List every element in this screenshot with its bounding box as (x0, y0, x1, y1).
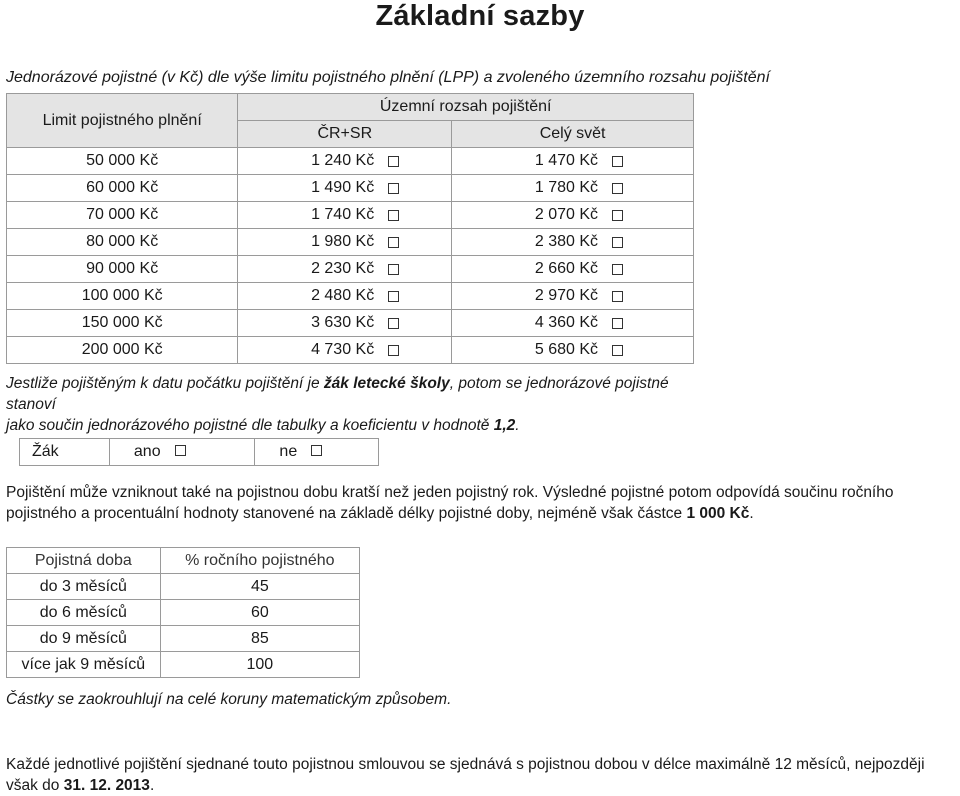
cr-sr-cell (238, 202, 452, 229)
cr-sr-cell (238, 175, 452, 202)
world-cell (452, 175, 694, 202)
world-checkbox[interactable] (612, 264, 623, 275)
rate-row (7, 283, 694, 310)
cr-sr-value: 4 730 Kč (311, 341, 375, 358)
world-value: 2 660 Kč (534, 260, 598, 277)
rate-row (7, 202, 694, 229)
world-value: 1 780 Kč (534, 179, 598, 196)
percent-cell: 100 (160, 652, 359, 678)
cr-sr-checkbox[interactable] (388, 156, 399, 167)
rate-row (7, 148, 694, 175)
world-cell (452, 310, 694, 337)
student-label: Žák (20, 439, 110, 466)
period-cell: více jak 9 měsíců (7, 652, 161, 678)
student-note-bold: žák letecké školy (323, 375, 450, 392)
student-table (19, 438, 379, 466)
rate-row (7, 175, 694, 202)
header-cr-sr: ČR+SR (238, 121, 452, 148)
cr-sr-value: 1 240 Kč (311, 152, 375, 169)
final-note-text: Každé jednotlivé pojištění sjednané touto pojistnou smlouvou se sjednává s pojistnou dobou v délce maximálně 12 měsíců, nejpozději však do (6, 756, 925, 794)
student-note-text-2: , potom se jednorázové pojistné stanoví (6, 375, 669, 413)
student-note (6, 373, 706, 436)
world-value: 2 970 Kč (534, 287, 598, 304)
duration-row (7, 600, 360, 626)
cr-sr-cell (238, 337, 452, 364)
student-note-line2: jako součin jednorázového pojistné dle tabulky a koeficientu v hodnotě (6, 417, 494, 434)
cr-sr-cell (238, 310, 452, 337)
header-limit: Limit pojistného plnění (7, 94, 238, 148)
world-cell (452, 148, 694, 175)
world-cell (452, 337, 694, 364)
student-no-cell (255, 439, 379, 466)
final-date: 31. 12. 2013 (63, 777, 150, 794)
minimum-amount: 1 000 Kč (686, 505, 750, 522)
percent-cell: 45 (160, 574, 359, 600)
cr-sr-checkbox[interactable] (388, 345, 399, 356)
cr-sr-checkbox[interactable] (388, 291, 399, 302)
cr-sr-value: 2 230 Kč (311, 260, 375, 277)
rate-row (7, 256, 694, 283)
student-note-text: Jestliže pojištěným k datu počátku pojištění je (6, 375, 324, 392)
final-note-end: . (149, 777, 155, 794)
student-no-checkbox[interactable] (311, 445, 322, 456)
world-value: 2 380 Kč (534, 233, 598, 250)
limit-cell: 80 000 Kč (7, 229, 238, 256)
student-row (20, 439, 379, 466)
cr-sr-value: 2 480 Kč (311, 287, 375, 304)
page-title: Základní sazby (375, 0, 585, 32)
cr-sr-cell (238, 256, 452, 283)
duration-table (6, 547, 360, 678)
final-note (6, 754, 956, 796)
world-cell (452, 202, 694, 229)
short-period-note (6, 482, 956, 524)
limit-cell: 70 000 Kč (7, 202, 238, 229)
rates-header-row-1 (7, 94, 694, 121)
limit-cell: 90 000 Kč (7, 256, 238, 283)
student-yes-checkbox[interactable] (175, 445, 186, 456)
rates-table (6, 93, 694, 364)
cr-sr-cell (238, 148, 452, 175)
cr-sr-value: 1 490 Kč (311, 179, 375, 196)
student-yes-label: ano (133, 443, 161, 460)
duration-row (7, 652, 360, 678)
world-checkbox[interactable] (612, 237, 623, 248)
duration-row (7, 574, 360, 600)
limit-cell: 100 000 Kč (7, 283, 238, 310)
world-checkbox[interactable] (612, 156, 623, 167)
coefficient-value: 1,2 (493, 417, 516, 434)
period-cell: do 3 měsíců (7, 574, 161, 600)
period-cell: do 9 měsíců (7, 626, 161, 652)
rounding-note: Částky se zaokrouhlují na celé koruny matematickým způsobem. (6, 691, 452, 708)
duration-header-row (7, 548, 360, 574)
world-value: 4 360 Kč (534, 314, 598, 331)
cr-sr-checkbox[interactable] (388, 183, 399, 194)
student-yes-cell (109, 439, 255, 466)
rate-row (7, 337, 694, 364)
world-cell (452, 283, 694, 310)
student-note-end: . (515, 417, 520, 434)
world-checkbox[interactable] (612, 318, 623, 329)
rate-row (7, 229, 694, 256)
cr-sr-value: 1 740 Kč (311, 206, 375, 223)
duration-row (7, 626, 360, 652)
cr-sr-cell (238, 229, 452, 256)
cr-sr-value: 1 980 Kč (311, 233, 375, 250)
world-value: 2 070 Kč (534, 206, 598, 223)
limit-cell: 60 000 Kč (7, 175, 238, 202)
header-world: Celý svět (452, 121, 694, 148)
limit-cell: 150 000 Kč (7, 310, 238, 337)
world-value: 1 470 Kč (534, 152, 598, 169)
cr-sr-checkbox[interactable] (388, 264, 399, 275)
percent-cell: 85 (160, 626, 359, 652)
world-checkbox[interactable] (612, 291, 623, 302)
short-period-end: . (749, 505, 754, 522)
header-period: Pojistná doba (7, 548, 161, 574)
limit-cell: 50 000 Kč (7, 148, 238, 175)
header-scope: Územní rozsah pojištění (238, 94, 694, 121)
header-percent: % ročního pojistného (160, 548, 359, 574)
student-no-label: ne (279, 443, 298, 460)
world-cell (452, 229, 694, 256)
world-value: 5 680 Kč (534, 341, 598, 358)
cr-sr-value: 3 630 Kč (311, 314, 375, 331)
short-period-text: Pojištění může vzniknout také na pojistnou dobu kratší než jeden pojistný rok. Výsledné pojistné potom odpovídá součinu ročního pojistného a procentuální hodnoty stanovené na základě délky pojistné doby, nejméně však částce (6, 484, 894, 522)
cr-sr-checkbox[interactable] (388, 210, 399, 221)
cr-sr-checkbox[interactable] (388, 237, 399, 248)
world-cell (452, 256, 694, 283)
cr-sr-cell (238, 283, 452, 310)
world-checkbox[interactable] (612, 345, 623, 356)
period-cell: do 6 měsíců (7, 600, 161, 626)
rates-subtitle: Jednorázové pojistné (v Kč) dle výše limitu pojistného plnění (LPP) a zvoleného územního rozsahu pojištění (6, 69, 770, 86)
limit-cell: 200 000 Kč (7, 337, 238, 364)
world-checkbox[interactable] (612, 183, 623, 194)
cr-sr-checkbox[interactable] (388, 318, 399, 329)
rate-row (7, 310, 694, 337)
percent-cell: 60 (160, 600, 359, 626)
world-checkbox[interactable] (612, 210, 623, 221)
